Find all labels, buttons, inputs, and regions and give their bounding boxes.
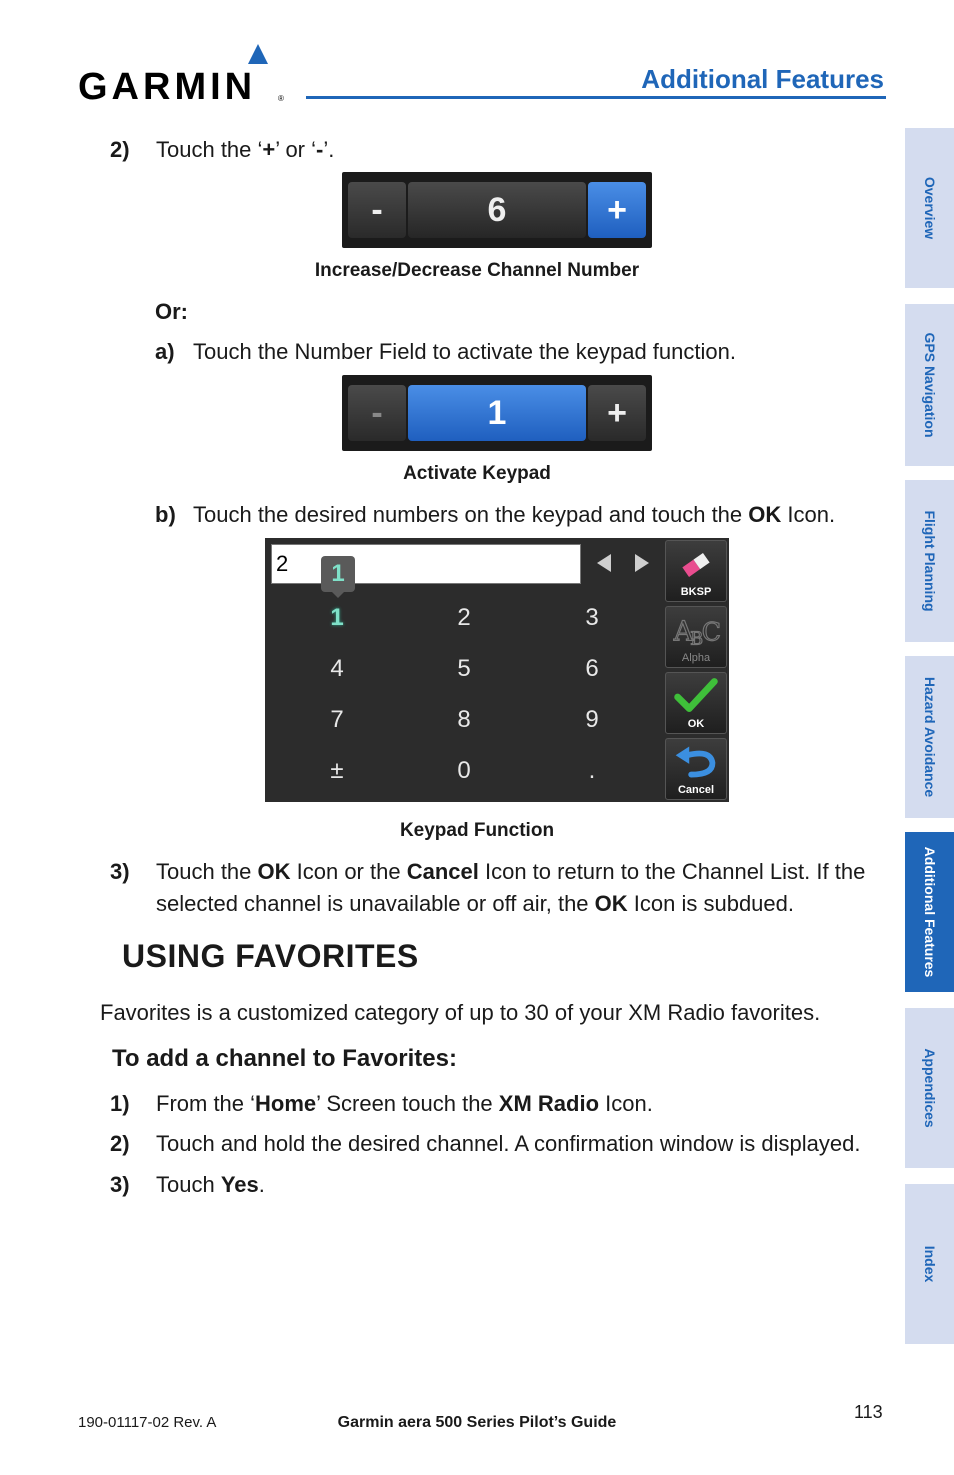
button-label: Cancel	[677, 784, 715, 796]
keypad-figure	[265, 538, 729, 802]
step-number: a)	[155, 339, 175, 364]
tab-flight-planning[interactable]	[905, 480, 954, 642]
eraser-icon	[666, 545, 726, 583]
tab-gps-navigation[interactable]	[905, 304, 954, 466]
or-label: Or:	[155, 299, 188, 324]
key-1[interactable]: 1	[330, 604, 344, 631]
checkmark-icon	[666, 677, 726, 715]
alpha-button[interactable]	[665, 606, 727, 668]
button-label: OK	[687, 718, 705, 730]
step-number: 2)	[110, 137, 130, 162]
garmin-wordmark: GARMIN	[78, 66, 257, 108]
key-6[interactable]: 6	[585, 655, 599, 682]
favorites-step-2	[110, 1128, 890, 1160]
tab-overview[interactable]	[905, 128, 954, 288]
abc-icon	[666, 611, 726, 649]
figure-caption: Activate Keypad	[403, 463, 551, 484]
tab-label: Hazard Avoidance	[921, 676, 938, 798]
step-number: 3)	[110, 859, 130, 884]
increase-button[interactable]: +	[588, 385, 646, 441]
guide-title: Garmin aera 500 Series Pilot’s Guide	[337, 1414, 617, 1431]
cursor-right-icon[interactable]	[635, 554, 649, 572]
button-label: Alpha	[681, 652, 711, 664]
tab-label: Additional Features	[921, 846, 938, 978]
key-4[interactable]: 4	[330, 655, 344, 682]
key-5[interactable]: 5	[457, 655, 471, 682]
key-plus-minus[interactable]: ±	[330, 757, 344, 784]
key-2[interactable]: 2	[457, 604, 471, 631]
tab-appendices[interactable]	[905, 1008, 954, 1168]
key-press-popup: 1	[321, 556, 355, 592]
section-title: Additional Features	[641, 64, 884, 94]
svg-text:C: C	[701, 617, 722, 647]
key-press-popup-tail	[332, 592, 344, 598]
tab-label: GPS Navigation	[921, 332, 938, 438]
key-3[interactable]: 3	[585, 604, 599, 631]
decrease-button[interactable]: -	[348, 385, 406, 441]
step-text: Touch the Number Field to activate the keypad function.	[193, 339, 736, 364]
channel-number-field[interactable]: 1	[408, 385, 586, 441]
document-number: 190-01117-02 Rev. A	[78, 1414, 217, 1431]
step-2	[110, 134, 870, 166]
step-text: Touch the ‘+’ or ‘-’.	[156, 137, 335, 162]
svg-text:A: A	[673, 616, 694, 648]
button-label: BKSP	[680, 586, 712, 598]
cancel-button[interactable]	[665, 738, 727, 800]
activate-keypad-figure	[342, 375, 652, 451]
step-text: Touch Yes.	[156, 1172, 265, 1197]
step-text: Touch and hold the desired channel. A confirmation window is displayed.	[156, 1131, 861, 1156]
tab-label: Index	[921, 1245, 938, 1283]
step-a	[155, 336, 855, 368]
page-number: 113	[854, 1402, 883, 1422]
increase-button[interactable]: +	[588, 182, 646, 238]
step-text: Touch the desired numbers on the keypad and touch the OK Icon.	[193, 502, 836, 527]
favorites-step-3	[110, 1169, 870, 1201]
tab-label: Appendices	[921, 1048, 938, 1128]
channel-number-field[interactable]: 6	[408, 182, 586, 238]
step-text: From the ‘Home’ Screen touch the XM Radio Icon.	[156, 1091, 653, 1116]
undo-arrow-icon	[666, 743, 726, 781]
header-rule	[306, 96, 886, 99]
key-7[interactable]: 7	[330, 706, 344, 733]
step-text-line-1: Touch the OK Icon or the Cancel Icon to return to the Channel List. If the	[156, 859, 866, 884]
procedure-heading: To add a channel to Favorites:	[112, 1045, 457, 1072]
key-decimal[interactable]: .	[588, 757, 596, 784]
key-0[interactable]: 0	[457, 757, 471, 784]
step-number: b)	[155, 502, 176, 527]
favorites-step-1	[110, 1088, 870, 1120]
backspace-button[interactable]	[665, 540, 727, 602]
channel-stepper-figure	[342, 172, 652, 248]
favorites-intro: Favorites is a customized category of up to 30 of your XM Radio favorites.	[100, 1000, 821, 1025]
tab-label: Overview	[921, 176, 938, 240]
step-b	[155, 499, 855, 531]
tab-label: Flight Planning	[921, 510, 938, 612]
cursor-left-icon[interactable]	[597, 554, 611, 572]
decrease-button[interactable]: -	[348, 182, 406, 238]
garmin-logo	[78, 44, 288, 108]
step-number: 2)	[110, 1131, 130, 1156]
registered-mark: ®	[278, 94, 284, 103]
step-3	[110, 856, 890, 920]
ok-button[interactable]	[665, 672, 727, 734]
figure-caption: Increase/Decrease Channel Number	[314, 260, 640, 281]
step-text-line-2: selected channel is unavailable or off air, the OK Icon is subdued.	[156, 891, 795, 916]
key-8[interactable]: 8	[457, 706, 471, 733]
section-heading: USING FAVORITES	[122, 938, 419, 974]
tab-hazard-avoidance[interactable]	[905, 656, 954, 818]
tab-index[interactable]	[905, 1184, 954, 1344]
garmin-triangle-icon	[248, 44, 268, 64]
svg-text:B: B	[690, 629, 703, 649]
figure-caption: Keypad Function	[399, 820, 555, 841]
step-number: 3)	[110, 1172, 130, 1197]
keypad-input-field[interactable]: 2	[271, 544, 581, 584]
key-9[interactable]: 9	[585, 706, 599, 733]
step-number: 1)	[110, 1091, 130, 1116]
tab-additional-features[interactable]	[905, 832, 954, 992]
